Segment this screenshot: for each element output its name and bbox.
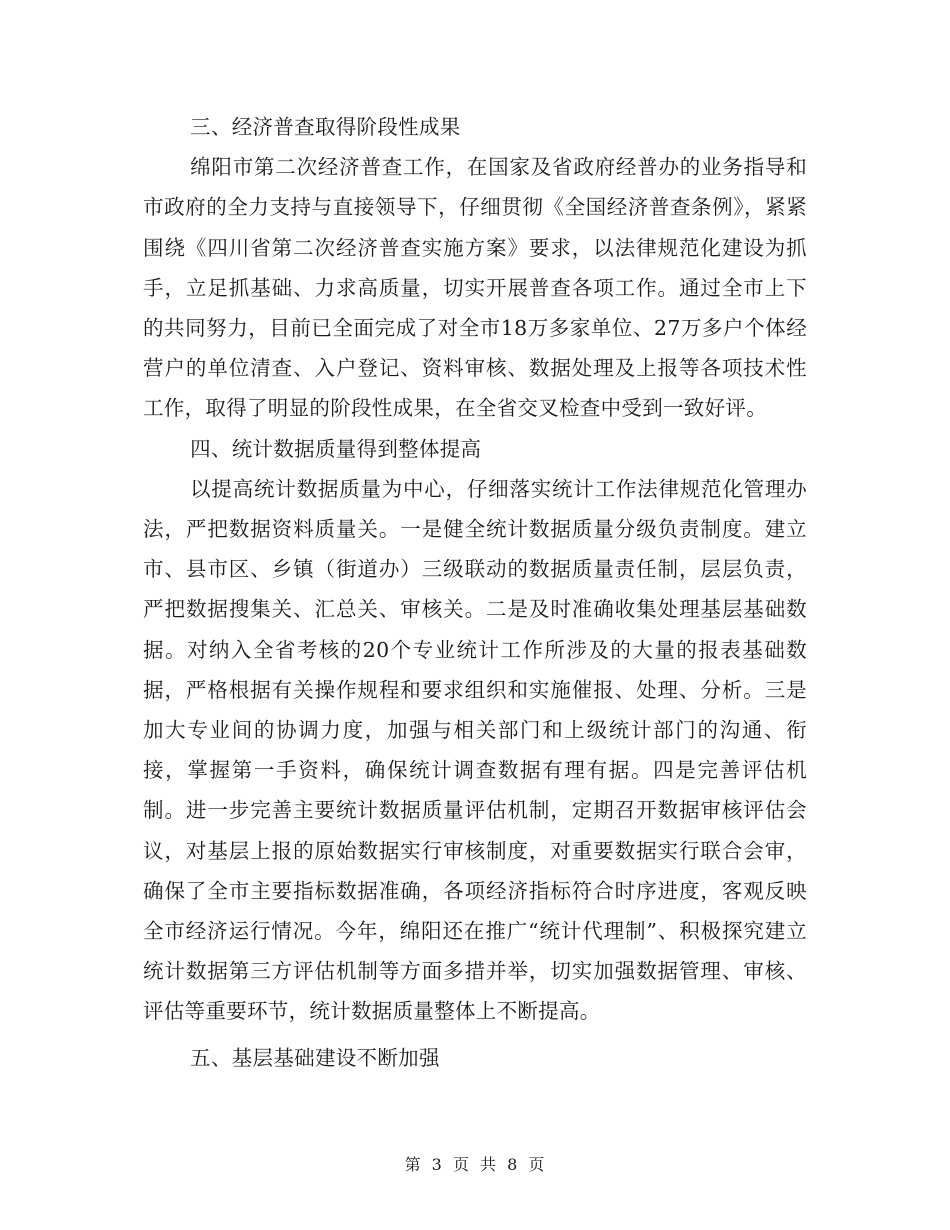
page-number-footer: 第 3 页 共 8 页	[404, 1155, 546, 1174]
section-heading-4: 四、统计数据质量得到整体提高	[190, 436, 482, 461]
section-heading-3: 三、经济普查取得阶段性成果	[190, 115, 461, 139]
section-paragraph-4: 以提高统计数据质量为中心，仔细落实统计工作法律规范化管理办法，严把数据资料质量关。一是健全统计数据质量分级负责制度。建立市、县市区、乡镇（街道办）三级联动的数据质量责任制，层层负责，严把数据搜集关、汇总关、审核关。二是及时准确收集处理基层基础数据。对纳入全省考核的20个专业统计工作所涉及的大量的报表基础数据，严格根据有关操作规程和要求组织和实施催报、处理、分析。三是加大专业间的协调力度，加强与相关部门和上级统计部门的沟通、衔接，掌握第一手资料，确保统计调查数据有理有据。四是完善评估机制。进一步完善主要统计数据质量评估机制，定期召开数据审核评估会议，对基层上报的原始数据实行审核制度，对重要数据实行联合会审，确保了全市主要指标数据准确，各项经济指标符合时序进度，客观反映全市经济运行情况。今年，绵阳还在推广“统计代理制”、积极探究建立统计数据第三方评估机制等方面多措并举，切实加强数据管理、审核、评估等重要环节，统计数据质量整体上不断提高。	[143, 476, 807, 1024]
document-body	[143, 107, 807, 1078]
section-heading-5: 五、基层基础建设不断加强	[190, 1045, 440, 1070]
section-paragraph-3: 绵阳市第二次经济普查工作，在国家及省政府经普办的业务指导和市政府的全力支持与直接领导下，仔细贯彻《全国经济普查条例》，紧紧围绕《四川省第二次经济普查实施方案》要求，以法律规范化建设为抓手，立足抓基础、力求高质量，切实开展普查各项工作。通过全市上下的共同努力，目前已全面完成了对全市18万多家单位、27万多户个体经营户的单位清查、入户登记、资料审核、数据处理及上报等各项技术性工作，取得了明显的阶段性成果，在全省交叉检查中受到一致好评。	[143, 155, 807, 421]
